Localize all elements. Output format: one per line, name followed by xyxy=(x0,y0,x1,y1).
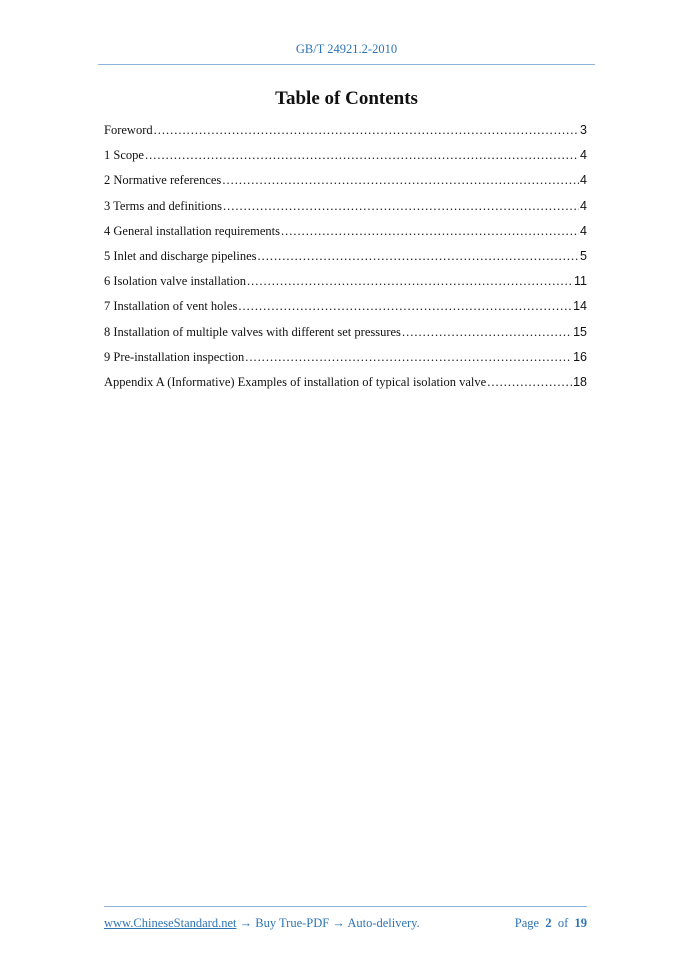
toc-entry-inlet-discharge[interactable] xyxy=(104,249,587,274)
toc-entry-page: 18 xyxy=(573,374,587,389)
toc-entry-page: 4 xyxy=(580,173,587,188)
toc-entry-scope[interactable] xyxy=(104,148,587,173)
toc-entry-page: 4 xyxy=(580,148,587,163)
dot-leader xyxy=(238,299,572,314)
dot-leader xyxy=(154,123,579,138)
arrow-right-icon: → xyxy=(332,916,345,930)
toc-entry-page: 5 xyxy=(580,248,587,263)
dot-leader xyxy=(223,199,579,214)
toc-entry-page: 4 xyxy=(580,198,587,213)
toc-entry-label: 7 Installation of vent holes xyxy=(104,299,238,314)
total-pages-number: 19 xyxy=(574,916,587,930)
toc-entry-page: 3 xyxy=(580,123,587,137)
toc-entry-page: 4 xyxy=(580,223,587,238)
toc-entry-label: 9 Pre-installation inspection xyxy=(104,349,245,364)
dot-leader xyxy=(145,148,579,163)
page-word: Page xyxy=(514,916,540,930)
footer-divider xyxy=(104,906,587,907)
toc-entry-label: 8 Installation of multiple valves with different set pressures xyxy=(104,324,401,339)
toc-entry-label: 5 Inlet and discharge pipelines xyxy=(104,248,257,263)
site-link[interactable]: www.ChineseStandard.net xyxy=(104,916,237,930)
arrow-right-icon: → xyxy=(239,916,253,930)
toc-entry-label: 6 Isolation valve installation xyxy=(104,274,246,289)
toc-entry-label: Foreword xyxy=(104,123,153,137)
toc-list xyxy=(104,123,587,400)
page-footer xyxy=(104,916,587,931)
toc-entry-pre-installation[interactable] xyxy=(104,350,587,375)
toc-entry-label: Appendix A (Informative) Examples of installation of typical isolation valve xyxy=(104,374,487,389)
of-word: of xyxy=(557,916,569,930)
toc-entry-page: 11 xyxy=(574,274,587,289)
toc-entry-page: 15 xyxy=(573,324,587,339)
dot-leader xyxy=(258,249,580,264)
toc-entry-page: 16 xyxy=(573,349,587,364)
dot-leader xyxy=(222,173,579,188)
buy-true-pdf-text: Buy True-PDF xyxy=(255,916,330,930)
toc-entry-isolation-valve[interactable] xyxy=(104,274,587,299)
toc-entry-terms-definitions[interactable] xyxy=(104,199,587,224)
toc-entry-normative-references[interactable] xyxy=(104,173,587,198)
toc-title: Table of Contents xyxy=(275,88,418,109)
standard-code-header: GB/T 24921.2-2010 xyxy=(295,42,398,56)
toc-entry-vent-holes[interactable] xyxy=(104,299,587,324)
page-indicator xyxy=(515,916,587,931)
dot-leader xyxy=(281,224,579,239)
toc-entry-label: 1 Scope xyxy=(104,148,144,163)
footer-promo xyxy=(104,916,420,931)
dot-leader xyxy=(245,350,572,365)
dot-leader xyxy=(487,375,572,390)
current-page-number: 2 xyxy=(545,916,552,930)
toc-entry-page: 14 xyxy=(573,299,587,314)
toc-entry-label: 2 Normative references xyxy=(104,173,222,188)
toc-entry-label: 4 General installation requirements xyxy=(104,223,280,238)
toc-entry-appendix-a[interactable] xyxy=(104,375,587,400)
toc-entry-general-installation[interactable] xyxy=(104,224,587,249)
toc-entry-multiple-valves[interactable] xyxy=(104,325,587,350)
toc-entry-label: 3 Terms and definitions xyxy=(104,198,222,213)
header-divider xyxy=(98,64,595,65)
dot-leader xyxy=(402,325,572,340)
toc-entry-foreword[interactable] xyxy=(104,123,587,148)
dot-leader xyxy=(247,274,573,289)
auto-delivery-text: Auto-delivery. xyxy=(347,916,420,930)
